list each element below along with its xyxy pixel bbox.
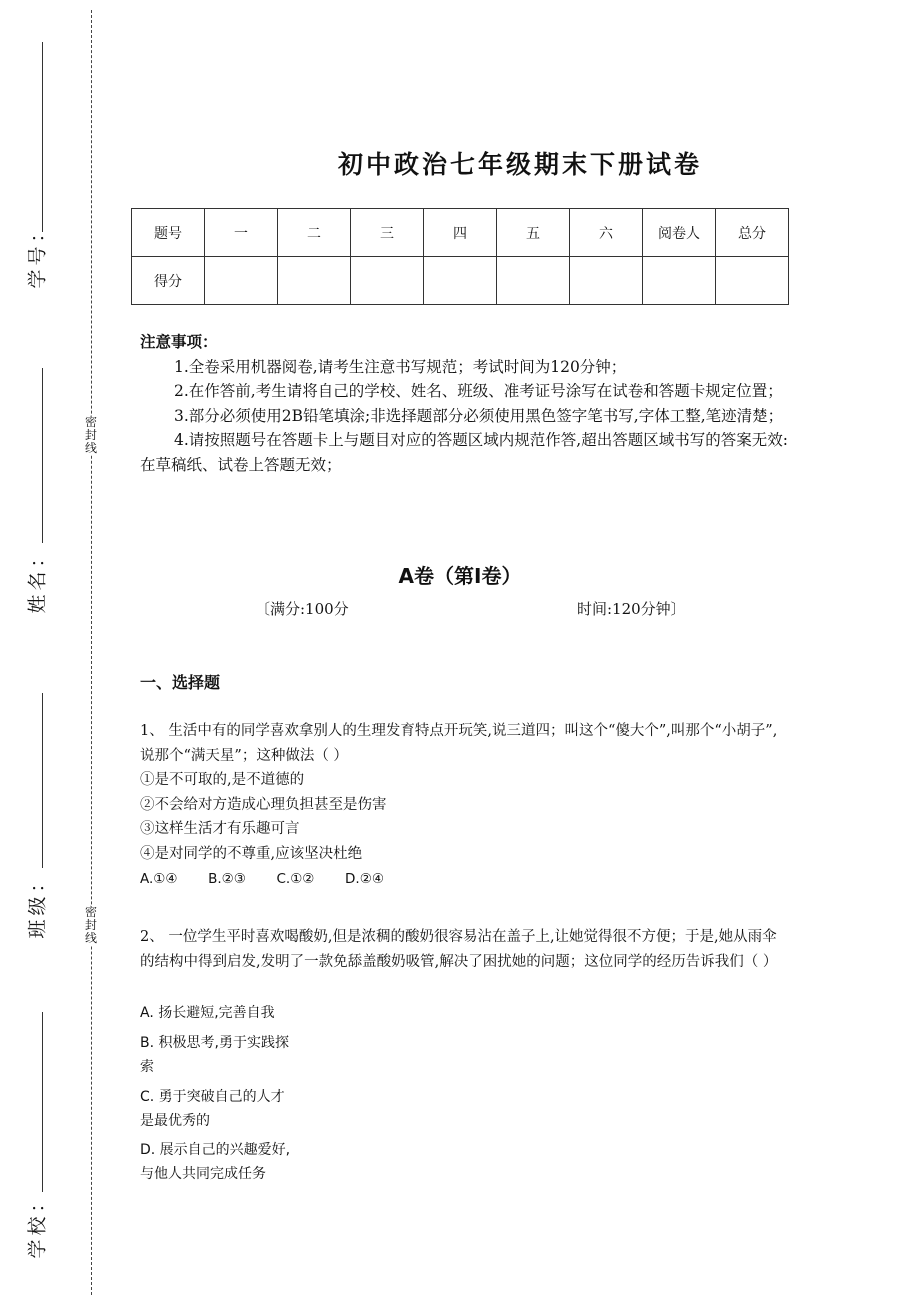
header-cell: 题号 [132, 209, 205, 257]
option-c[interactable] [140, 1085, 285, 1133]
full-score-label: 〔满分:100分 [255, 600, 349, 618]
name-label: 姓名： [26, 544, 49, 614]
option-b[interactable] [140, 1031, 289, 1079]
statement: ②不会给对方造成心理负担甚至是伤害 [140, 796, 387, 813]
class-label: 班级： [26, 869, 49, 939]
option-b-line2: 索 [140, 1059, 154, 1075]
option-d-line1: D. 展示自己的兴趣爱好, [140, 1142, 291, 1158]
score-cell[interactable] [424, 257, 497, 305]
statement: ①是不可取的,是不道德的 [140, 772, 305, 788]
option-d[interactable]: D.②④ [345, 871, 384, 887]
section-title: A卷（第I卷） [398, 564, 522, 588]
class-line [42, 693, 43, 868]
option-b-line1: B. 积极思考,勇于实践探 [140, 1035, 289, 1051]
notice-heading: 注意事项： [140, 332, 218, 351]
header-cell: 阅卷人 [643, 209, 716, 257]
notice-block [140, 330, 790, 477]
option-c-line2: 是最优秀的 [140, 1113, 210, 1129]
question-stem: 2、 一位学生平时喜欢喝酸奶,但是浓稠的酸奶很容易沾在盖子上,让她觉得很不方便；于是,她从雨伞的结构中得到启发,发明了一款免舔盖酸奶吸管,解决了困扰她的问题；这位同学的经历告诉我们（ ） [140, 929, 778, 970]
notice-item: 3.部分必须使用2B铅笔填涂;非选择题部分必须使用黑色签字笔书写,字体工整,笔迹清楚； [174, 406, 784, 425]
option-c-line1: C. 勇于突破自己的人才 [140, 1089, 285, 1105]
option-b[interactable]: B.②③ [208, 871, 246, 887]
question-stem: 1、 生活中有的同学喜欢拿别人的生理发育特点开玩笑,说三道四；叫这个“傻大个”,叫那个“小胡子”,说那个“满天星”；这种做法（ ） [140, 723, 778, 764]
score-cell[interactable] [716, 257, 789, 305]
header-cell: 五 [497, 209, 570, 257]
statement: ④是对同学的不尊重,应该坚决杜绝 [140, 845, 363, 862]
header-cell: 二 [278, 209, 351, 257]
answer-options [140, 866, 785, 892]
name-line [42, 368, 43, 543]
student-id-label: 学号： [26, 219, 49, 289]
school-label: 学校： [26, 1189, 49, 1259]
option-d-line2: 与他人共同完成任务 [140, 1166, 266, 1182]
option-d[interactable] [140, 1138, 290, 1186]
notice-item: 1.全卷采用机器阅卷,请考生注意书写规范；考试时间为120分钟； [174, 357, 627, 376]
score-row-label: 得分 [132, 257, 205, 305]
student-id-line [42, 42, 43, 232]
score-cell[interactable] [351, 257, 424, 305]
header-cell: 一 [205, 209, 278, 257]
seal-text-lower: 密封线 [84, 905, 97, 945]
option-a[interactable]: A.①④ [140, 871, 178, 887]
header-cell: 总分 [716, 209, 789, 257]
header-cell: 三 [351, 209, 424, 257]
score-cell[interactable] [278, 257, 351, 305]
score-table-header-row [132, 209, 789, 257]
score-cell[interactable] [643, 257, 716, 305]
score-table [131, 208, 789, 305]
header-cell: 四 [424, 209, 497, 257]
score-cell[interactable] [205, 257, 278, 305]
score-table-score-row [132, 257, 789, 305]
seal-text-upper: 密封线 [84, 415, 97, 455]
option-c[interactable]: C.①② [276, 871, 315, 887]
question-2 [140, 925, 785, 974]
notice-item: 4.请按照题号在答题卡上与题目对应的答题区域内规范作答,超出答题区域书写的答案无效:在草稿纸、试卷上答题无效； [140, 431, 788, 474]
score-cell[interactable] [497, 257, 570, 305]
seal-dashed-line [91, 10, 92, 1295]
score-cell[interactable] [570, 257, 643, 305]
header-cell: 六 [570, 209, 643, 257]
school-line [42, 1012, 43, 1192]
page-title: 初中政治七年级期末下册试卷 [337, 150, 702, 179]
part-heading: 一、选择题 [140, 673, 221, 692]
time-label: 时间:120分钟〕 [577, 600, 686, 618]
statement: ③这样生活才有乐趣可言 [140, 821, 300, 837]
question-1 [140, 719, 785, 892]
notice-item: 2.在作答前,考生请将自己的学校、姓名、班级、准考证号涂写在试卷和答题卡规定位置； [174, 382, 783, 400]
option-a[interactable]: A. 扬长避短,完善自我 [140, 1005, 275, 1021]
